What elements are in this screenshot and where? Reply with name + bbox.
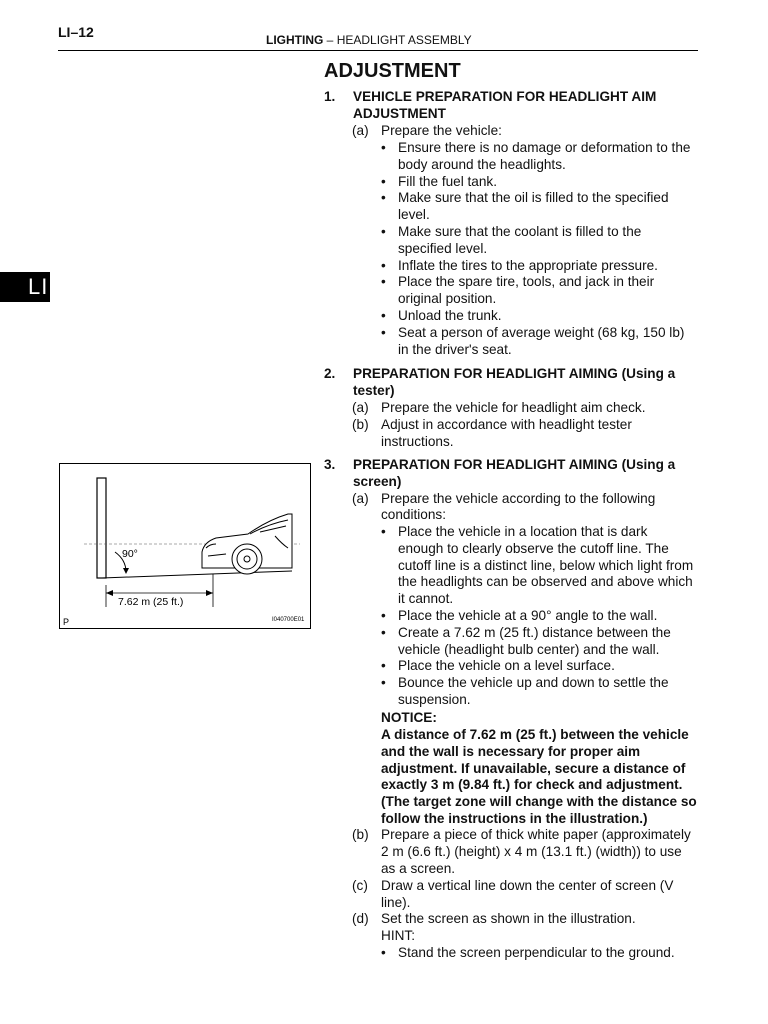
step-1-title-line-2: ADJUSTMENT <box>353 106 446 121</box>
step-3-bullet-line: suspension. <box>398 692 471 707</box>
step-1-bullet-mark: • <box>381 190 386 206</box>
step-3-bullet-line: it cannot. <box>398 591 454 607</box>
step-2-title-line-1: PREPARATION FOR HEADLIGHT AIMING (Using a <box>353 366 676 381</box>
step-1-bullet-line: Place the spare tire, tools, and jack in their <box>398 274 655 290</box>
step-3-bullet-line: the headlights can be observed and above which <box>398 574 693 590</box>
step-3-title-line-1: PREPARATION FOR HEADLIGHT AIMING (Using a <box>353 457 676 472</box>
step-3-bullet-mark: • <box>381 608 386 623</box>
step-3d-text: Set the screen as shown in the illustration. <box>381 911 636 926</box>
step-1-bullet-line: Seat a person of average weight (68 kg, 150 lb) <box>398 324 685 340</box>
step-3c-line-1: Draw a vertical line down the center of screen (V <box>381 878 674 893</box>
page-title: ADJUSTMENT <box>324 60 461 82</box>
notice-line: follow the instructions in the illustration.) <box>381 811 648 826</box>
step-3-bullet-mark: • <box>381 524 386 539</box>
step-1-bullet-mark: • <box>381 173 386 189</box>
wall-shape <box>97 478 106 578</box>
step-3-title-line-2: screen) <box>353 474 402 489</box>
step-3-bullet-line: enough to clearly observe the cutoff line. The <box>398 540 669 556</box>
notice-line: A distance of 7.62 m (25 ft.) between the vehicle <box>381 727 689 742</box>
step-2a-label: (a) <box>352 400 369 415</box>
header-rule <box>58 50 698 51</box>
step-1-bullet-mark: • <box>381 140 386 155</box>
step-3-bullet-line: Place the vehicle on a level surface. <box>398 658 615 674</box>
step-3-bullet-line: vehicle (headlight bulb center) and the wall. <box>398 641 660 657</box>
step-3-bullet-mark: • <box>381 675 386 691</box>
step-3b-line-3: as a screen. <box>381 861 456 876</box>
notice-line: and the wall is necessary for proper aim <box>381 743 641 759</box>
hint-label: HINT: <box>381 928 415 943</box>
step-1-bullet-mark: • <box>381 257 386 273</box>
dimension-arrow-left <box>106 590 113 596</box>
step-1-title-line-1: VEHICLE PREPARATION FOR HEADLIGHT AIM <box>353 89 657 104</box>
dimension-arrow-right <box>206 590 213 596</box>
vehicle-drawing <box>202 514 292 574</box>
step-3c-line-2: line). <box>381 895 411 910</box>
corner-label: P <box>63 617 70 627</box>
step-1a-label: (a) <box>352 123 369 138</box>
hint-bullet-mark: • <box>381 945 386 960</box>
hint-bullet-text: Stand the screen perpendicular to the ground. <box>398 945 675 960</box>
step-2b-label: (b) <box>352 417 369 432</box>
step-3-bullet-mark: • <box>381 658 386 674</box>
header-separator: – <box>326 33 334 47</box>
step-1-bullet-line: specified level. <box>398 240 488 256</box>
step-1-bullet-line: Make sure that the coolant is filled to the <box>398 224 642 239</box>
step-1-bullet-mark: • <box>381 274 386 290</box>
step-1-bullet-mark: • <box>381 308 386 323</box>
step-1-bullet-mark: • <box>381 324 386 340</box>
step-3-bullet-line: Place the vehicle at a 90° angle to the wall. <box>398 608 658 623</box>
section-tab: LI <box>0 272 50 302</box>
step-1-bullet-line: Make sure that the oil is filled to the specified <box>398 190 669 206</box>
step-2-number: 2. <box>324 366 336 381</box>
subsection-title: HEADLIGHT ASSEMBLY <box>336 33 472 47</box>
page-number: LI–12 <box>58 24 94 40</box>
step-3-bullet-line: Place the vehicle in a location that is dark <box>398 524 648 539</box>
notice-line: adjustment. If unavailable, secure a distance of <box>381 760 686 776</box>
step-3d-label: (d) <box>352 911 369 926</box>
step-2a-text: Prepare the vehicle for headlight aim check. <box>381 400 646 415</box>
step-1-bullet-mark: • <box>381 224 386 239</box>
notice-line: exactly 3 m (9.84 ft.) for check and adjustment. <box>381 777 683 793</box>
step-3b-line-2: 2 m (6.6 ft.) (height) x 4 m (13.1 ft.) (width)) to use <box>381 844 682 859</box>
running-header <box>266 33 472 47</box>
step-1-bullet-line: level. <box>398 207 430 223</box>
step-2-title-line-2: tester) <box>353 383 395 398</box>
step-1-bullet-line: Inflate the tires to the appropriate pressure. <box>398 257 658 273</box>
figure-id: I040700E01 <box>272 617 305 623</box>
step-3-number: 3. <box>324 457 336 472</box>
step-1a-text: Prepare the vehicle: <box>381 123 502 138</box>
step-3-bullet-line: Bounce the vehicle up and down to settle the <box>398 675 669 691</box>
step-1-bullet-line: body around the headlights. <box>398 156 566 172</box>
step-3a-label: (a) <box>352 491 369 506</box>
step-3b-line-1: Prepare a piece of thick white paper (approximately <box>381 827 691 842</box>
angle-label: 90° <box>122 548 138 560</box>
distance-label: 7.62 m (25 ft.) <box>118 596 184 608</box>
step-3b-label: (b) <box>352 827 369 842</box>
step-1-bullet-line: original position. <box>398 291 497 307</box>
step-3-bullet-line: cutoff line is a distinct line, below which light from <box>398 557 694 573</box>
step-2b-line-1: Adjust in accordance with headlight tester <box>381 417 632 432</box>
step-3-bullet-mark: • <box>381 624 386 640</box>
angle-arrowhead <box>123 568 129 574</box>
notice-line: (The target zone will change with the distance so <box>381 794 697 810</box>
illustration-frame <box>59 463 311 629</box>
step-3a-line-2: conditions: <box>381 507 446 522</box>
step-1-bullet-line: Ensure there is no damage or deformation to the <box>398 140 691 155</box>
notice-label: NOTICE: <box>381 710 437 725</box>
step-1-bullet-line: Fill the fuel tank. <box>398 173 497 189</box>
step-3a-line-1: Prepare the vehicle according to the following <box>381 491 656 506</box>
step-1-bullet-line: Unload the trunk. <box>398 308 502 323</box>
step-3-bullet-line: Create a 7.62 m (25 ft.) distance between the <box>398 624 671 640</box>
section-title: LIGHTING <box>266 33 324 47</box>
headlight-aim-illustration <box>60 464 310 628</box>
step-2b-line-2: instructions. <box>381 434 454 449</box>
ground-line <box>102 571 292 578</box>
step-1-number: 1. <box>324 89 336 104</box>
step-3c-label: (c) <box>352 878 368 893</box>
step-1-bullet-line: in the driver's seat. <box>398 341 512 357</box>
